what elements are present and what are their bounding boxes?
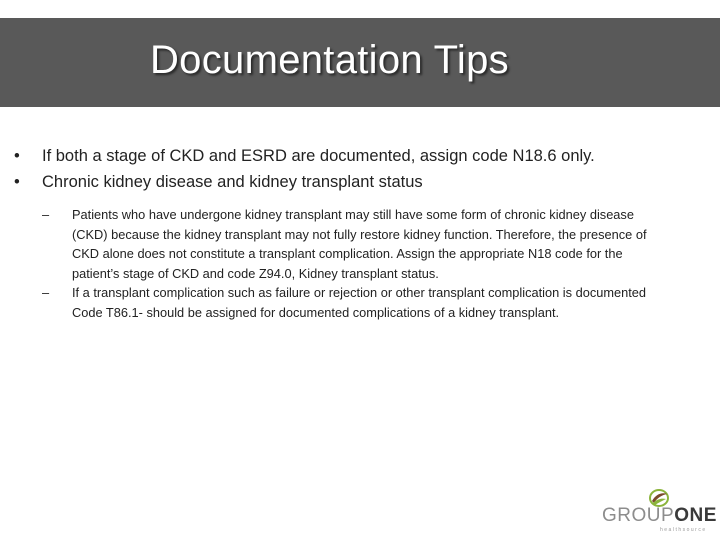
bullet-item	[14, 169, 664, 195]
logo-wordmark	[602, 506, 717, 526]
slide-content	[14, 143, 664, 323]
title-bar	[0, 18, 720, 107]
logo-group-text: GROUP	[602, 505, 675, 526]
sub-bullet-text: Patients who have undergone kidney transplant may still have some form of chronic kidney disease (CKD) because the kidney transplant may not fully restore kidney function. Therefore, the presence of CKD alone does not constitute a transplant complication. Assign the appropriate N18 code for the patient’s stage of CKD and code Z94.0, Kidney transplant status.	[72, 207, 647, 281]
logo-tagline: healthsource	[660, 527, 707, 533]
sub-bullet-marker: –	[42, 207, 50, 222]
bullet-marker: •	[14, 147, 20, 165]
bullet-marker: •	[14, 173, 20, 191]
logo-one-text: ONE	[674, 505, 717, 526]
sub-bullet-item	[14, 205, 664, 283]
sub-bullet-text: If a transplant complication such as failure or rejection or other transplant complication is documented Code T86.1- should be assigned for documented complications of a kidney transplant.	[72, 285, 647, 320]
sub-bullet-item	[14, 283, 664, 322]
sub-bullet-marker: –	[42, 285, 50, 301]
sub-bullet-list	[14, 205, 664, 323]
bullet-item	[14, 143, 664, 169]
slide-title: Documentation Tips	[150, 38, 509, 82]
bullet-text: Chronic kidney disease and kidney transplant status	[42, 173, 423, 191]
groupone-logo	[602, 488, 717, 534]
bullet-text: If both a stage of CKD and ESRD are documented, assign code N18.6 only.	[42, 147, 595, 165]
